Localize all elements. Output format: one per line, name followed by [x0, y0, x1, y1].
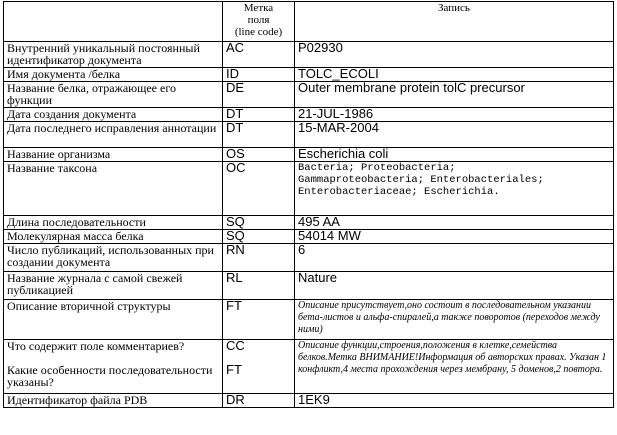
code-cell: RL [223, 272, 295, 300]
field-cell [4, 340, 223, 394]
features-question: Какие особенности последовательности указаны? [7, 363, 213, 389]
record-cell: 1EK9 [295, 394, 614, 408]
field-cell: Длина последовательности [4, 216, 223, 230]
header-line-code [223, 2, 295, 42]
table-row [4, 42, 614, 68]
code-cc: CC [226, 339, 245, 353]
table-row [4, 340, 614, 394]
code-cell: RN [223, 244, 295, 272]
code-cell: AC [223, 42, 295, 68]
header-code-line3: (line code) [234, 26, 283, 38]
code-cell: ID [223, 68, 295, 82]
table-row [4, 300, 614, 340]
header-code-line1: Метка [243, 2, 274, 14]
field-cell: Идентификатор файла PDB [4, 394, 223, 408]
table-row [4, 68, 614, 82]
field-cell: Название таксона [4, 162, 223, 216]
table-row [4, 108, 614, 122]
record-cell: TOLC_ECOLI [295, 68, 614, 82]
taxon-line: Gammaproteobacteria; Enterobacteriales; [298, 174, 544, 186]
header-field [4, 2, 223, 42]
table-row [4, 122, 614, 148]
code-cell: SQ [223, 230, 295, 244]
record-cell: 495 AA [295, 216, 614, 230]
code-cell: DR [223, 394, 295, 408]
table-row [4, 148, 614, 162]
field-cell: Молекулярная масса белка [4, 230, 223, 244]
table-row [4, 230, 614, 244]
record-cell: Описание функции,строения,положения в клетке,семейства белков.Метка ВНИМАНИЕ!Информация об авторских правах. Указан 1 конфликт,4 места прохождения через мембрану, 5 доменов,2 повтора. [295, 340, 614, 394]
record-cell [295, 162, 614, 216]
code-cell: DT [223, 122, 295, 148]
code-cell: DT [223, 108, 295, 122]
swissprot-fields-table [3, 1, 614, 408]
code-cell [223, 340, 295, 394]
code-cell: DE [223, 82, 295, 108]
field-cell: Название журнала с самой свежей публикацией [4, 272, 223, 300]
field-cell: Название белка, отражающее его функции [4, 82, 223, 108]
taxon-line: Enterobacteriaceae; Escherichia. [298, 186, 500, 198]
header-code-line2: поля [247, 14, 270, 26]
code-cell: OC [223, 162, 295, 216]
table-row [4, 216, 614, 230]
table-row [4, 394, 614, 408]
record-cell: Outer membrane protein tolC precursor [295, 82, 614, 108]
field-cell: Дата создания документа [4, 108, 223, 122]
code-cell: OS [223, 148, 295, 162]
field-cell: Внутренний уникальный постоянный идентификатор документа [4, 42, 223, 68]
code-ft: FT [226, 362, 242, 377]
field-cell: Название организма [4, 148, 223, 162]
comments-question: Что содержит поле комментариев? [7, 339, 185, 353]
field-cell: Дата последнего исправления аннотации [4, 122, 223, 148]
record-cell: Escherichia coli [295, 148, 614, 162]
field-cell: Имя документа /белка [4, 68, 223, 82]
record-cell: 15-MAR-2004 [295, 122, 614, 148]
header-row [4, 2, 614, 42]
record-cell: 6 [295, 244, 614, 272]
taxon-line: Bacteria; Proteobacteria; [298, 162, 456, 174]
field-cell: Описание вторичной структуры [4, 300, 223, 340]
code-cell: FT [223, 300, 295, 340]
field-cell: Число публикаций, использованных при создании документа [4, 244, 223, 272]
record-cell: P02930 [295, 42, 614, 68]
record-cell: Описание присутствует,оно состоит в последовательном указании бета-листов и альфа-спиралей,а также поворотов (переходов между ними) [295, 300, 614, 340]
header-record: Запись [295, 2, 614, 42]
table-row [4, 162, 614, 216]
table-row [4, 272, 614, 300]
record-cell: 54014 MW [295, 230, 614, 244]
table-row [4, 244, 614, 272]
code-cell: SQ [223, 216, 295, 230]
record-cell: 21-JUL-1986 [295, 108, 614, 122]
record-cell: Nature [295, 272, 614, 300]
table-row [4, 82, 614, 108]
